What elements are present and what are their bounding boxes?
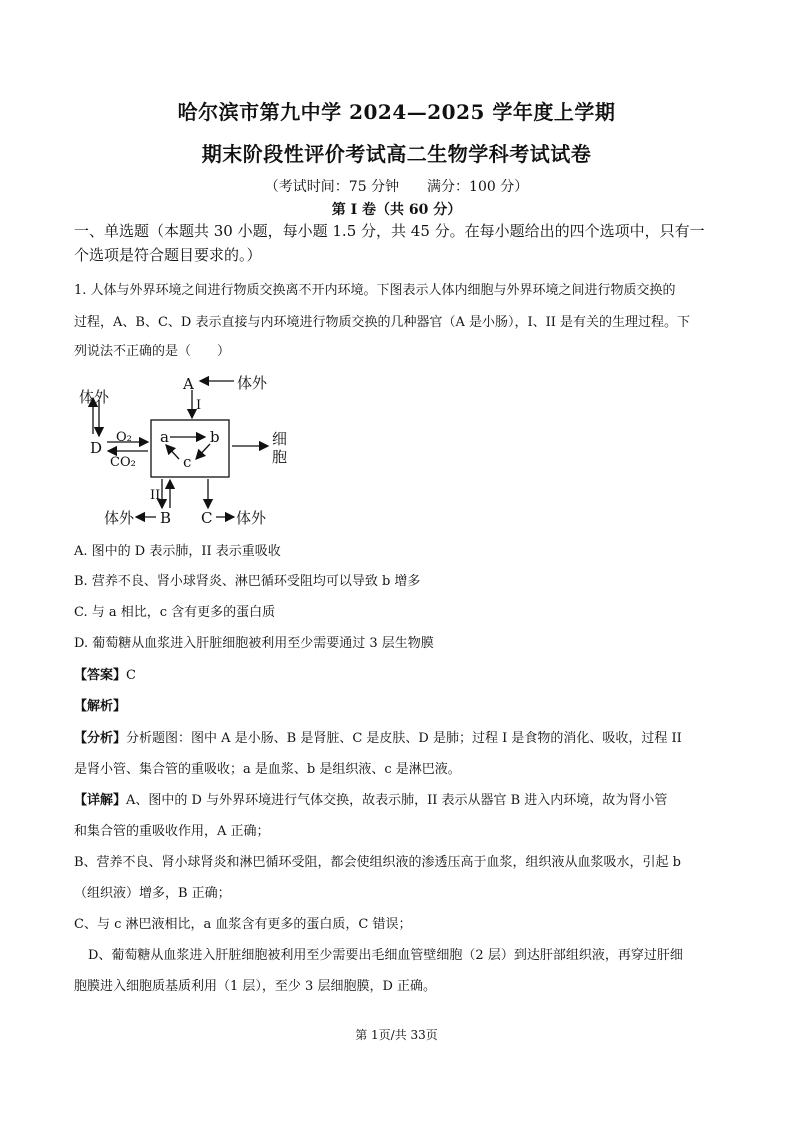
xiangjie-line-2: 和集合管的重吸收作用，A 正确； <box>74 824 270 839</box>
title-line-2: 期末阶段性评价考试高二生物学科考试试卷 <box>201 142 592 166</box>
label-C: C <box>201 509 213 527</box>
xiangjie-label: 【详解】 <box>74 793 127 808</box>
fenxi-line-1: 【分析】分析题图：图中 A 是小肠、B 是肾脏、C 是皮肤、D 是肺；过程 I 是食物的消化、吸收，过程 II <box>74 731 682 746</box>
exam-info: （考试时间：75 分钟 满分：100 分） <box>264 179 529 195</box>
label-o2: O₂ <box>116 430 132 445</box>
xiangjie-line-5: C、与 c 淋巴液相比，a 血浆含有更多的蛋白质，C 错误； <box>74 917 412 932</box>
question-line-2: 过程，A、B、C、D 表示直接与内环境进行物质交换的几种器官（A 是小肠），I、II 是有关的生理过程。下 <box>74 315 691 330</box>
label-outside-C: 体外 <box>236 509 267 527</box>
option-b: B. 营养不良、肾小球肾炎、淋巴循环受阻均可以导致 b 增多 <box>74 574 421 589</box>
label-outside-D: 体外 <box>79 388 110 406</box>
option-d: D. 葡萄糖从血浆进入肝脏细胞被利用至少需要通过 3 层生物膜 <box>74 636 434 651</box>
label-process-I: I <box>196 398 202 413</box>
xiangjie-line-7: 胞膜进入细胞质基质利用（1 层），至少 3 层细胞膜，D 正确。 <box>74 979 436 994</box>
question-line-1: 1. 人体与外界环境之间进行物质交换离不开内环境。下图表示人体内细胞与外界环境之间进行物质交换的 <box>74 283 676 298</box>
label-cell-2: 胞 <box>272 448 288 466</box>
volume-heading: 第 I 卷（共 60 分） <box>331 202 462 218</box>
xiangjie-line-6: D、葡萄糖从血浆进入肝脏细胞被利用至少需要出毛细血管壁细胞（2 层）到达肝部组织液，再穿过肝细 <box>88 948 683 963</box>
label-b: b <box>210 428 220 446</box>
label-cell-1: 细 <box>272 430 288 448</box>
exchange-diagram <box>74 368 314 528</box>
xiangjie-line-4: （组织液）增多，B 正确； <box>74 886 231 901</box>
label-outside-A: 体外 <box>237 374 268 392</box>
answer-label: 【答案】 <box>74 668 127 683</box>
section-heading-line-1: 一、单选题（本题共 30 小题，每小题 1.5 分，共 45 分。在每小题给出的四个选项中，只有一 <box>74 222 705 240</box>
option-c: C. 与 a 相比，c 含有更多的蛋白质 <box>74 605 276 620</box>
option-a: A. 图中的 D 表示肺，II 表示重吸收 <box>74 544 281 559</box>
answer-line <box>74 664 726 683</box>
label-A: A <box>183 375 194 393</box>
analysis-label: 【解析】 <box>74 699 127 714</box>
label-process-II: II <box>150 488 161 503</box>
fenxi-label: 【分析】 <box>74 731 127 746</box>
label-outside-B: 体外 <box>104 509 135 527</box>
title-line-1: 哈尔滨市第九中学 2024—2025 学年度上学期 <box>177 100 616 124</box>
label-c: c <box>183 453 192 471</box>
answer-value: C <box>126 668 136 683</box>
label-co2: CO₂ <box>110 455 136 470</box>
xiangjie-line-1: 【详解】A、图中的 D 与外界环境进行气体交换，故表示肺，II 表示从器官 B 进入内环境，故为肾小管 <box>74 793 668 808</box>
label-B: B <box>160 509 172 527</box>
label-a: a <box>160 428 169 446</box>
question-line-3: 列说法不正确的是（ ） <box>74 344 231 359</box>
page-footer: 第 1页/共 33页 <box>355 1028 438 1042</box>
xiangjie-line-3: B、营养不良、肾小球肾炎和淋巴循环受阻，都会使组织液的渗透压高于血浆，组织液从血浆吸水，引起 b <box>74 855 682 870</box>
label-D: D <box>90 439 103 457</box>
fenxi-line-2: 是肾小管、集合管的重吸收；a 是血浆、b 是组织液、c 是淋巴液。 <box>74 762 461 777</box>
section-heading-line-2: 个选项是符合题目要求的。） <box>74 246 262 264</box>
